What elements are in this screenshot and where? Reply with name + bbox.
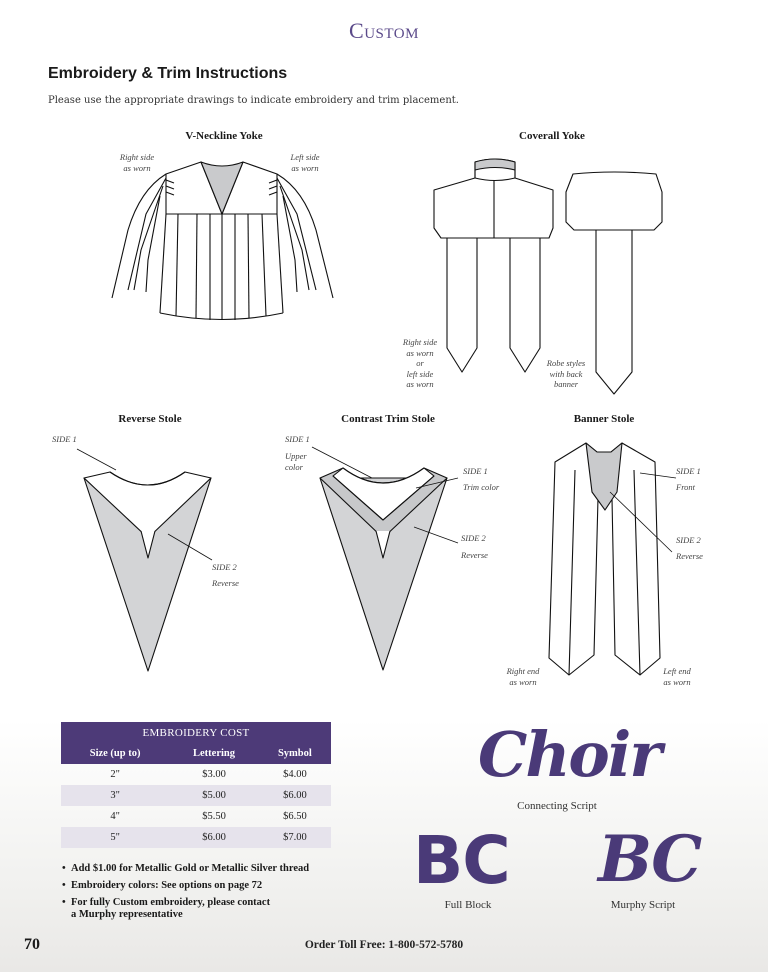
note-metallic: • Add $1.00 for Metallic Gold or Metallic Silver thread — [62, 863, 362, 875]
contrast-upper-label: Upper color — [285, 451, 307, 472]
cell-lettering: $5.50 — [202, 811, 226, 822]
banner-side1-desc: Front — [676, 482, 696, 492]
cell-size: 4" — [110, 811, 120, 822]
page-number: 70 — [24, 936, 40, 953]
contrast-side2-label: SIDE 2 — [461, 533, 486, 543]
contrast-side1-label: SIDE 1 — [285, 434, 310, 444]
cell-lettering: $3.00 — [202, 769, 226, 780]
embroidery-cost-table — [61, 722, 331, 848]
banner-side1-label: SIDE 1 — [676, 466, 701, 476]
coverall-title: Coverall Yoke — [519, 130, 585, 142]
full-block-caption: Full Block — [444, 899, 492, 911]
table-row — [61, 764, 331, 785]
reverse-side2-desc: Reverse — [212, 578, 239, 588]
table-row — [61, 806, 331, 827]
cell-size: 5" — [61, 827, 169, 848]
col-header-size: Size (up to) — [61, 743, 169, 764]
banner-side2-label: SIDE 2 — [676, 535, 701, 545]
banner-stole-drawing — [549, 443, 676, 675]
cell-symbol: $6.50 — [283, 811, 307, 822]
cell-symbol: $6.00 — [259, 785, 331, 806]
cell-size: 3" — [61, 785, 169, 806]
contrast-stole-title: Contrast Trim Stole — [341, 413, 435, 425]
contrast-trim-desc: Trim color — [463, 482, 500, 492]
connecting-script-sample: Choir — [478, 718, 660, 791]
note-custom: • For fully Custom embroidery, please contact a Murphy representative — [62, 897, 362, 921]
table-caption: EMBROIDERY COST — [61, 722, 331, 743]
table-row — [61, 827, 331, 848]
coverall-back-note: Robe styles with back banner — [546, 358, 586, 389]
banner-side2-desc: Reverse — [676, 551, 703, 561]
full-block-sample: BC — [413, 822, 510, 899]
reverse-side1-label: SIDE 1 — [52, 434, 77, 444]
coverall-side-note: Right side as worn or left side as worn — [402, 337, 438, 389]
col-header-lettering: Lettering — [169, 743, 259, 764]
murphy-script-caption: Murphy Script — [610, 899, 676, 911]
vneck-left-note: Right side as worn — [119, 152, 155, 173]
reverse-side2-label: SIDE 2 — [212, 562, 237, 572]
embroidery-notes — [62, 863, 362, 926]
col-header-symbol: Symbol — [259, 743, 331, 764]
banner-right-end-note: Right end as worn — [506, 666, 540, 687]
contrast-side2-desc: Reverse — [461, 550, 488, 560]
footer-phone: Order Toll Free: 1-800-572-5780 — [304, 939, 464, 951]
page-title: Custom — [349, 18, 419, 43]
section-heading: Embroidery & Trim Instructions — [48, 65, 288, 82]
intro-text: Please use the appropriate drawings to indicate embroidery and trim placement. — [48, 95, 459, 106]
cell-size: 2" — [110, 769, 120, 780]
murphy-script-sample: BC — [598, 822, 701, 897]
vneck-yoke-drawing — [112, 162, 333, 320]
coverall-front-drawing — [434, 159, 553, 372]
reverse-stole-title: Reverse Stole — [118, 413, 182, 425]
reverse-stole-drawing — [77, 449, 212, 671]
contrast-trim-side-label: SIDE 1 — [463, 466, 488, 476]
banner-stole-title: Banner Stole — [573, 413, 635, 425]
banner-left-end-note: Left end as worn — [663, 666, 691, 687]
cell-symbol: $7.00 — [259, 827, 331, 848]
table-row — [61, 785, 331, 806]
cell-symbol: $4.00 — [283, 769, 307, 780]
note-colors: • Embroidery colors: See options on page 72 — [62, 880, 362, 892]
vneck-title: V-Neckline Yoke — [185, 130, 263, 142]
vneck-right-note: Left side as worn — [290, 152, 320, 173]
cell-lettering: $6.00 — [169, 827, 259, 848]
contrast-trim-stole-drawing — [312, 447, 458, 670]
connecting-script-caption: Connecting Script — [517, 800, 597, 812]
cell-lettering: $5.00 — [169, 785, 259, 806]
